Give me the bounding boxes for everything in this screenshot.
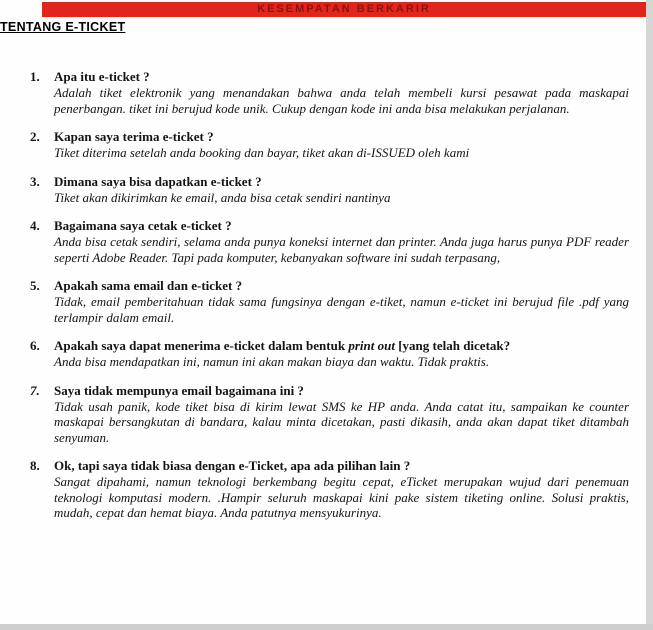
faq-item-answer: Tidak, email pemberitahuan tidak sama fungsinya dengan e-tiket, namun e-ticket ini berujud file .pdf yang terlampir dalam email.: [54, 294, 629, 325]
faq-question-text: Saya tidak mempunya email bagaimana ini ?: [54, 382, 304, 398]
faq-item-number: 4.: [30, 218, 40, 233]
faq-question-text: Kapan saya terima e-ticket ?: [54, 129, 214, 144]
faq-item-body: [54, 174, 631, 206]
faq-item-number: 5.: [30, 278, 40, 293]
faq-question-text: [yang telah dicetak?: [398, 338, 511, 353]
faq-question-text: Ok, tapi saya tidak biasa dengan e-Ticket, apa ada pilihan lain ?: [54, 458, 411, 473]
faq-item-body: [54, 278, 631, 325]
faq-question-text: Dimana saya bisa dapatkan e-ticket ?: [54, 173, 262, 189]
faq-item-number: 6.: [30, 338, 40, 353]
faq-item-answer: Anda bisa cetak sendiri, selama anda punya koneksi internet dan printer. Anda juga harus punya PDF reader seperti Adobe Reader. Tapi pada komputer, kebanyakan software ini sudah terpasang,: [54, 234, 629, 265]
faq-item-number: 3.: [30, 173, 40, 189]
career-banner: KESEMPATAN BERKARIR: [42, 2, 646, 17]
faq-item-answer: Anda bisa mendapatkan ini, namun ini akan makan biaya dan waktu. Tidak praktis.: [54, 354, 490, 369]
faq-question-text: Bagaimana saya cetak e-ticket ?: [54, 218, 232, 233]
page-edge-bottom: [0, 624, 653, 630]
faq-item: [30, 383, 631, 446]
faq-question-text: print out: [348, 338, 399, 353]
faq-item: [30, 218, 631, 265]
faq-item-question: [54, 383, 631, 399]
faq-question-text: Apa itu e-ticket ?: [54, 69, 150, 84]
faq-item-body: [54, 458, 631, 521]
faq-item-number: 7.: [30, 382, 40, 398]
faq-question-text: Apakah sama email dan e-ticket ?: [54, 278, 243, 293]
faq-item-body: [54, 129, 631, 161]
faq-item: [30, 69, 631, 116]
faq-item-answer: Sangat dipahami, namun teknologi berkembang begitu cepat, eTicket merupakan wujud dari penemuan teknologi komputasi modern. .Hampir seluruh maskapai kini pake sistem tiketing online. Solusi praktis, mudah, cepat dan hemat biaya. Anda patutnya mensyukurinya.: [54, 474, 629, 520]
faq-item-body: [54, 383, 631, 446]
page-title: TENTANG E-TICKET: [0, 20, 126, 34]
faq-item-number: 1.: [30, 69, 40, 84]
faq-item-body: [54, 218, 631, 265]
faq-item-number: 8.: [30, 458, 40, 473]
faq-item-question: [54, 278, 631, 294]
faq-item-question: [54, 69, 631, 85]
faq-item: [30, 278, 631, 325]
faq-question-text: Apakah saya dapat menerima e-ticket dalam bentuk: [54, 338, 349, 353]
faq-item-answer: Adalah tiket elektronik yang menandakan bahwa anda telah membeli kursi pesawat pada maskapai penerbangan. tiket ini berujud kode unik. Cukup dengan kode ini anda bisa melakukan perjalanan.: [54, 85, 629, 116]
faq-list: [30, 69, 631, 521]
faq-item-body: [54, 69, 631, 116]
faq-item-question: [54, 338, 631, 354]
page-edge-right: [646, 0, 653, 630]
faq-item-answer: Tiket diterima setelah anda booking dan bayar, tiket akan di-ISSUED oleh kami: [54, 145, 470, 160]
faq-item-answer: Tiket akan dikirimkan ke email, anda bisa cetak sendiri nantinya: [54, 189, 391, 205]
faq-item-number: 2.: [30, 129, 40, 144]
faq-item-body: [54, 338, 631, 370]
faq-item-question: [54, 218, 631, 234]
faq-item: [30, 338, 631, 370]
faq-item-answer: Tidak usah panik, kode tiket bisa di kirim lewat SMS ke HP anda. Anda catat itu, sampaikan ke counter maskapai bersangkutan di bandara, kalau minta dicetakan, pasti dikasih, anda akan dapat tiket ditambah senyuman.: [54, 398, 629, 445]
faq-item: [30, 129, 631, 161]
faq-item: [30, 174, 631, 206]
faq-item-question: [54, 458, 631, 474]
faq-item: [30, 458, 631, 521]
faq-item-question: [54, 129, 631, 145]
faq-item-question: [54, 174, 631, 190]
